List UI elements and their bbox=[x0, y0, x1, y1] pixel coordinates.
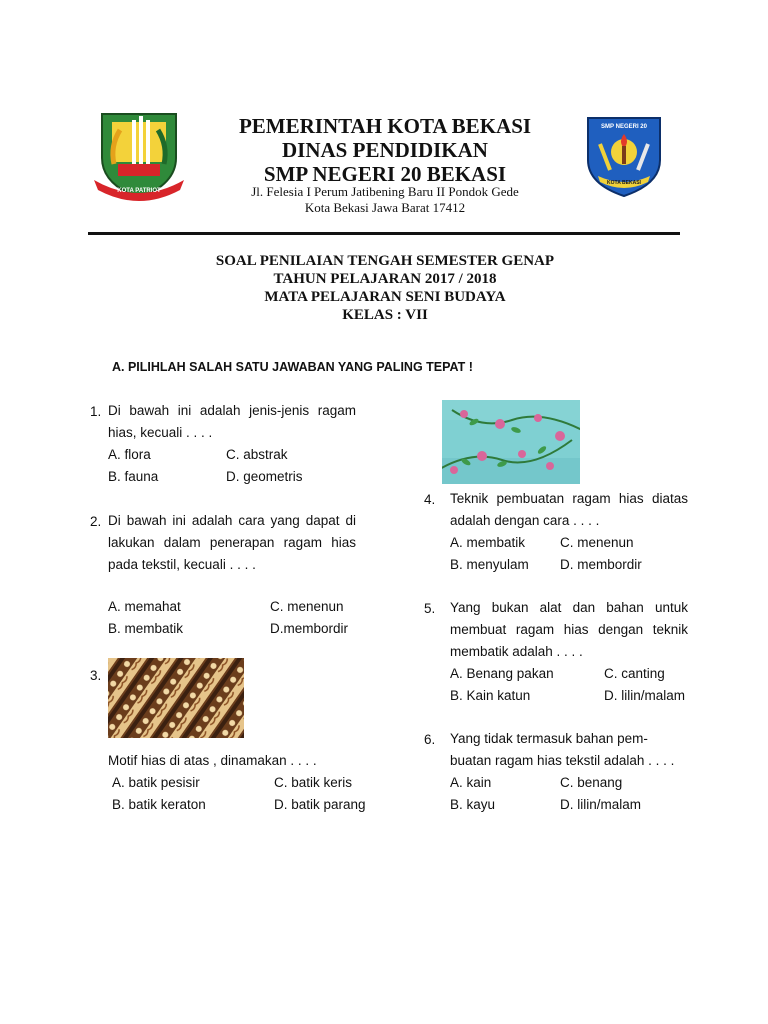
header-address-line1: Jl. Felesia I Perum Jatibening Baru II Pondok Gede bbox=[251, 184, 519, 199]
q3-number: 3. bbox=[90, 668, 102, 683]
q2-option-c: C. menenun bbox=[270, 599, 344, 614]
batik-parang-picture bbox=[108, 658, 244, 738]
q4-stem-line1: Teknik pembuatan ragam hias diatas bbox=[450, 491, 688, 506]
q3-option-a: A. batik pesisir bbox=[112, 775, 200, 790]
q5-number: 5. bbox=[424, 601, 436, 616]
exam-year: TAHUN PELAJARAN 2017 / 2018 bbox=[273, 271, 497, 287]
q1-option-d: D. geometris bbox=[226, 469, 303, 484]
q5-option-b: B. Kain katun bbox=[450, 688, 531, 703]
school-logo bbox=[582, 112, 666, 198]
q1-option-a: A. flora bbox=[108, 447, 151, 462]
logo-top-text: SMP NEGERI 20 bbox=[601, 124, 647, 130]
q2-stem-line2: lakukan dalam penerapan ragam hias bbox=[108, 535, 356, 550]
q2-stem-line3: pada tekstil, kecuali . . . . bbox=[108, 557, 256, 572]
logo-ribbon-text: KOTA PATRIOT bbox=[117, 188, 161, 194]
q6-stem-line1: Yang tidak termasuk bahan pem- bbox=[450, 731, 648, 746]
q4-option-b: B. menyulam bbox=[450, 557, 529, 572]
q4-option-d: D. membordir bbox=[560, 557, 642, 572]
q5-stem-line3: membatik adalah . . . . bbox=[450, 644, 583, 659]
header-address-line2: Kota Bekasi Jawa Barat 17412 bbox=[304, 200, 466, 215]
q2-option-d: D.membordir bbox=[270, 621, 349, 636]
q3-option-b: B. batik keraton bbox=[112, 797, 206, 812]
q5-option-c: C. canting bbox=[604, 666, 665, 681]
floral-embroidery-picture bbox=[442, 400, 580, 484]
q1-option-b: B. fauna bbox=[108, 469, 159, 484]
q2-number: 2. bbox=[90, 514, 102, 529]
q2-option-b: B. membatik bbox=[108, 621, 184, 636]
q3-stem: Motif hias di atas , dinamakan . . . . bbox=[108, 753, 317, 768]
q5-stem-line1: Yang bukan alat dan bahan untuk bbox=[450, 600, 688, 615]
logo-bottom-text: KOTA BEKASI bbox=[607, 180, 641, 186]
q6-stem-line2: buatan ragam hias tekstil adalah . . . . bbox=[450, 753, 675, 768]
exam-class: KELAS : VII bbox=[342, 307, 428, 323]
exam-title: SOAL PENILAIAN TENGAH SEMESTER GENAP bbox=[215, 253, 555, 269]
section-a-instruction: A. PILIHLAH SALAH SATU JAWABAN YANG PALING TEPAT ! bbox=[112, 360, 473, 374]
header-divider bbox=[88, 232, 680, 235]
q5-stem-line2: membuat ragam hias dengan teknik bbox=[450, 622, 688, 637]
q2-stem-line1: Di bawah ini adalah cara yang dapat di bbox=[108, 513, 356, 528]
header-school: SMP NEGERI 20 BEKASI bbox=[263, 162, 507, 186]
header-agency: DINAS PENDIDIKAN bbox=[282, 138, 488, 162]
q3-option-c: C. batik keris bbox=[274, 775, 353, 790]
q5-option-a: A. Benang pakan bbox=[450, 666, 554, 681]
q1-stem-line2: hias, kecuali . . . . bbox=[108, 425, 213, 440]
q4-option-a: A. membatik bbox=[450, 535, 526, 550]
q6-option-c: C. benang bbox=[560, 775, 623, 790]
q1-number: 1. bbox=[90, 404, 102, 419]
q1-option-c: C. abstrak bbox=[226, 447, 288, 462]
q3-option-d: D. batik parang bbox=[274, 797, 366, 812]
q6-number: 6. bbox=[424, 732, 436, 747]
q2-option-a: A. memahat bbox=[108, 599, 181, 614]
exam-subject: MATA PELAJARAN SENI BUDAYA bbox=[264, 289, 506, 305]
q1-stem-line1: Di bawah ini adalah jenis-jenis ragam bbox=[108, 403, 356, 418]
q6-option-d: D. lilin/malam bbox=[560, 797, 642, 812]
q4-option-c: C. menenun bbox=[560, 535, 634, 550]
q6-option-b: B. kayu bbox=[450, 797, 496, 812]
header-government: PEMERINTAH KOTA BEKASI bbox=[238, 114, 532, 138]
q6-option-a: A. kain bbox=[450, 775, 492, 790]
q4-number: 4. bbox=[424, 492, 436, 507]
q5-option-d: D. lilin/malam bbox=[604, 688, 686, 703]
q4-stem-line2: adalah dengan cara . . . . bbox=[450, 513, 600, 528]
